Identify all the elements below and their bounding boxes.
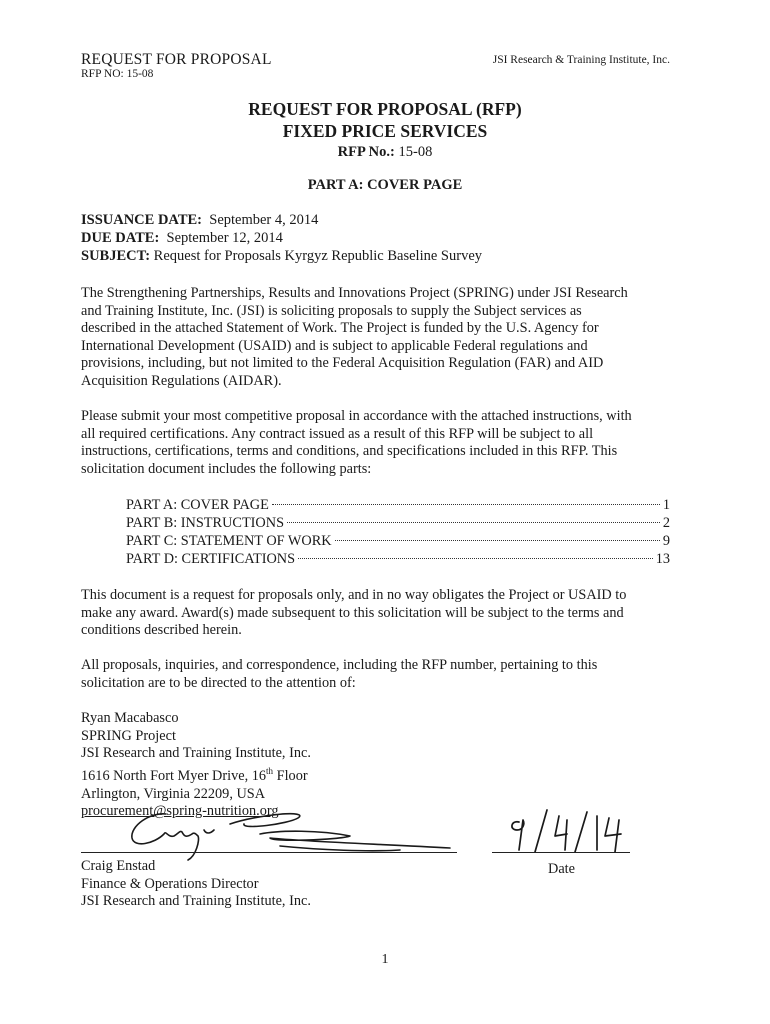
toc-leader [298, 558, 653, 559]
paragraph-line: This document is a request for proposals only, and in no way obligates the Project or USAID to [81, 587, 627, 603]
header-title: REQUEST FOR PROPOSAL [81, 51, 272, 68]
document-title: REQUEST FOR PROPOSAL (RFP) [248, 99, 522, 119]
due-date [81, 230, 283, 247]
signatory-title: Finance & Operations Director [81, 875, 259, 892]
toc-page: 9 [662, 533, 670, 549]
contact-city: Arlington, Virginia 22209, USA [81, 785, 266, 802]
paragraph-line: solicitation document includes the following parts: [81, 460, 372, 477]
issuance-date [81, 212, 318, 229]
toc-label: PART A: COVER PAGE [126, 497, 269, 513]
paragraph-line: conditions described herein. [81, 622, 242, 638]
paragraph-line: solicitation are to be directed to the attention of: [81, 674, 356, 691]
paragraph-line: All proposals, inquiries, and correspondence, including the RFP number, pertaining to this [81, 657, 598, 673]
toc-entry [126, 551, 670, 569]
toc-page: 13 [655, 551, 670, 567]
instructions-paragraph [81, 408, 681, 478]
disclaimer-paragraph [81, 587, 681, 640]
signatory-name: Craig Enstad [81, 858, 156, 874]
toc-leader [287, 522, 660, 523]
paragraph-line: described in the attached Statement of Work. The Project is funded by the U.S. Agency for [81, 320, 599, 336]
subject [81, 248, 482, 265]
date-label: Date [548, 861, 575, 877]
contact-email-link[interactable]: procurement@spring-nutrition.org [81, 803, 279, 820]
issuance-value: September 4, 2014 [209, 212, 319, 228]
paragraph-line: provisions, including, but not limited to the Federal Acquisition Regulation (FAR) and AID [81, 355, 604, 371]
contact-organization: JSI Research and Training Institute, Inc. [81, 745, 311, 762]
header-rfp-number: RFP NO: 15-08 [81, 68, 154, 80]
signatory-organization: JSI Research and Training Institute, Inc. [81, 893, 311, 909]
paragraph-line: and Training Institute, Inc. (JSI) is soliciting proposals to supply the Subject services as [81, 302, 582, 319]
paragraph-line: International Development (USAID) and is subject to applicable Federal regulations and [81, 337, 588, 354]
page-number: 1 [381, 952, 389, 967]
toc-entry [126, 515, 670, 533]
contact-name: Ryan Macabasco [81, 710, 179, 726]
toc-page: 1 [662, 497, 670, 513]
rfp-number-value: 15-08 [398, 144, 433, 160]
toc-entry [126, 533, 670, 551]
document-subtitle: FIXED PRICE SERVICES [282, 121, 488, 141]
paragraph-line: Acquisition Regulations (AIDAR). [81, 372, 282, 389]
toc-label: PART C: STATEMENT OF WORK [126, 533, 332, 549]
toc-label: PART D: CERTIFICATIONS [126, 551, 296, 567]
toc-leader [335, 540, 660, 541]
toc-page: 2 [662, 515, 670, 531]
paragraph-line: make any award. Award(s) made subsequent to this solicitation will be subject to the terms and [81, 604, 624, 621]
rfp-number-label: RFP No.: [337, 144, 395, 160]
signatory-block [81, 858, 311, 911]
contact-intro-paragraph [81, 657, 681, 692]
contact-project: SPRING Project [81, 727, 176, 744]
paragraph-line: instructions, certifications, terms and conditions, and specifications included in this RFP. This [81, 443, 618, 459]
issuance-label: ISSUANCE DATE: [81, 212, 202, 228]
subject-label: SUBJECT: [81, 248, 151, 264]
paragraph-line: all required certifications. Any contract issued as a result of this RFP will be subject to all [81, 425, 594, 442]
date-line [492, 852, 630, 853]
part-heading: PART A: COVER PAGE [307, 177, 463, 193]
contact-street: 1616 North Fort Myer Drive, 16th Floor [81, 766, 308, 784]
handwritten-date [505, 806, 625, 856]
intro-paragraph [81, 285, 681, 390]
paragraph-line: The Strengthening Partnerships, Results and Innovations Project (SPRING) under JSI Research [81, 285, 628, 301]
paragraph-line: Please submit your most competitive proposal in accordance with the attached instructions, with [81, 408, 632, 424]
due-label: DUE DATE: [81, 230, 160, 246]
header-organization: JSI Research & Training Institute, Inc. [492, 54, 670, 66]
toc-entry [126, 497, 670, 515]
subject-value: Request for Proposals Kyrgyz Republic Baseline Survey [153, 248, 483, 264]
toc-leader [272, 504, 660, 505]
rfp-number-line [0, 144, 770, 161]
signature-line [81, 852, 457, 853]
toc-label: PART B: INSTRUCTIONS [126, 515, 285, 531]
due-value: September 12, 2014 [166, 230, 283, 246]
